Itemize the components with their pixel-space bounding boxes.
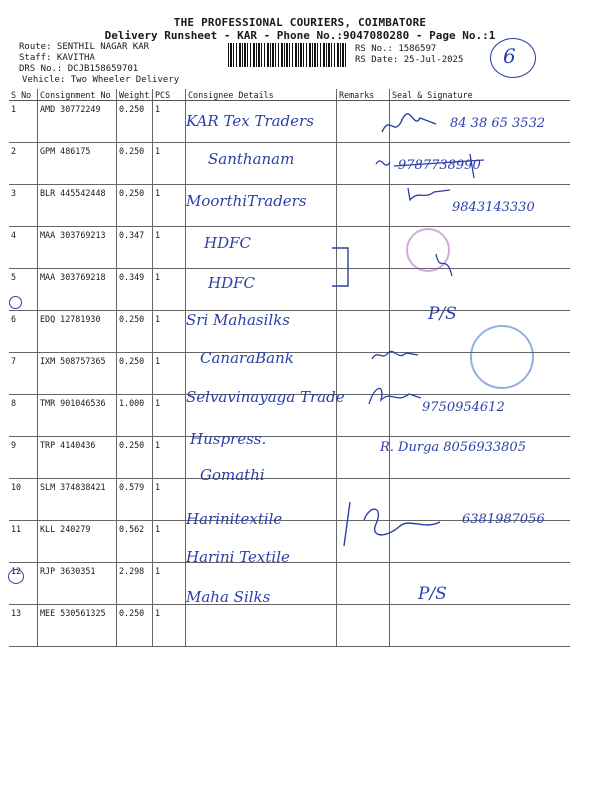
row-consignment-no: RJP 3630351 xyxy=(38,563,117,605)
col-consignment: Consignment No xyxy=(38,89,117,101)
row-pcs: 1 xyxy=(153,395,186,437)
col-sno: S No xyxy=(9,89,38,101)
runsheet-subtitle: Delivery Runsheet - KAR - Phone No.:9047080280 - Page No.:1 xyxy=(104,29,496,42)
row-consignment-no: MAA 303769213 xyxy=(38,227,117,269)
row-consignment-no: KLL 240279 xyxy=(38,521,117,563)
handwritten-seal-note: 9843143330 xyxy=(452,200,535,215)
col-seal: Seal & Signature xyxy=(390,89,571,101)
row-weight: 2.298 xyxy=(117,563,153,605)
row-seal-cell xyxy=(390,269,571,311)
row-sno: 10 xyxy=(9,479,38,521)
row-pcs: 1 xyxy=(153,605,186,647)
table-header-row xyxy=(9,89,570,101)
company-name: THE PROFESSIONAL COURIERS, COIMBATORE xyxy=(173,16,427,29)
row-sno: 3 xyxy=(9,185,38,227)
row-remarks-cell xyxy=(337,605,390,647)
row-pcs: 1 xyxy=(153,563,186,605)
signature-icon xyxy=(380,110,440,140)
row-sno: 8 xyxy=(9,395,38,437)
handwritten-consignee: HDFC xyxy=(208,274,255,292)
handwritten-consignee: Gomathi xyxy=(200,466,265,484)
row-weight: 0.250 xyxy=(117,185,153,227)
signature-icon xyxy=(404,184,454,204)
handwritten-seal-note: P/S xyxy=(428,304,457,324)
row-sno: 5 xyxy=(9,269,38,311)
barcode-icon xyxy=(228,43,346,67)
row-pcs: 1 xyxy=(153,101,186,143)
row-pcs: 1 xyxy=(153,311,186,353)
handwritten-consignee: Santhanam xyxy=(208,150,295,168)
handwritten-seal-note: R. Durga 8056933805 xyxy=(380,440,526,455)
row-weight: 0.250 xyxy=(117,437,153,479)
row-weight: 0.250 xyxy=(117,605,153,647)
row-pcs: 1 xyxy=(153,143,186,185)
row-weight: 0.250 xyxy=(117,311,153,353)
table-row xyxy=(9,227,570,269)
handwritten-consignee: KAR Tex Traders xyxy=(186,112,314,130)
table-row xyxy=(9,605,570,647)
row-weight: 0.250 xyxy=(117,101,153,143)
row-consignment-no: TRP 4140436 xyxy=(38,437,117,479)
row-consignment-no: IXM 508757365 xyxy=(38,353,117,395)
col-remarks: Remarks xyxy=(337,89,390,101)
handwritten-consignee: Sri Mahasilks xyxy=(186,311,290,329)
canara-bank-stamp-icon xyxy=(470,325,534,389)
row-sno: 11 xyxy=(9,521,38,563)
row-seal-cell xyxy=(390,605,571,647)
table-row xyxy=(9,563,570,605)
row-sno: 9 xyxy=(9,437,38,479)
row-6-circle xyxy=(9,296,22,309)
row-weight: 0.579 xyxy=(117,479,153,521)
row-weight: 0.347 xyxy=(117,227,153,269)
handwritten-consignee: Maha Silks xyxy=(186,588,271,606)
handwritten-consignee: CanaraBank xyxy=(200,349,294,367)
col-consignee: Consignee Details xyxy=(186,89,337,101)
row-pcs: 1 xyxy=(153,227,186,269)
row-pcs: 1 xyxy=(153,185,186,227)
bracket-icon xyxy=(328,244,358,290)
row-remarks-cell xyxy=(337,185,390,227)
row-consignment-no: SLM 374838421 xyxy=(38,479,117,521)
signature-icon xyxy=(432,250,456,280)
row-seal-cell xyxy=(390,563,571,605)
row-consignment-no: TMR 901046536 xyxy=(38,395,117,437)
handwritten-consignee: Harini Textile xyxy=(186,548,290,566)
signature-icon xyxy=(340,500,460,550)
row-pcs: 1 xyxy=(153,521,186,563)
row-weight: 0.349 xyxy=(117,269,153,311)
row-consignment-no: MEE 530561325 xyxy=(38,605,117,647)
row-consignment-no: GPM 486175 xyxy=(38,143,117,185)
rs-no-label: RS No.: 1586597 xyxy=(355,44,437,54)
handwritten-consignee: MoorthiTraders xyxy=(186,192,307,210)
row-weight: 0.250 xyxy=(117,143,153,185)
row-pcs: 1 xyxy=(153,353,186,395)
col-weight: Weight xyxy=(117,89,153,101)
col-pcs: PCS xyxy=(153,89,186,101)
row-sno: 13 xyxy=(9,605,38,647)
row-sno: 2 xyxy=(9,143,38,185)
handwritten-consignee: Huspress. xyxy=(190,430,267,448)
row-sno: 12 xyxy=(9,563,38,605)
page-mark: 6 xyxy=(503,44,516,68)
handwritten-seal-note: 9787738990 xyxy=(398,158,481,173)
handwritten-seal-note: 6381987056 xyxy=(462,512,545,527)
row-consignment-no: AMD 30772249 xyxy=(38,101,117,143)
table-row xyxy=(9,269,570,311)
row-sno: 1 xyxy=(9,101,38,143)
row-weight: 1.000 xyxy=(117,395,153,437)
row-consignee-cell xyxy=(186,605,337,647)
route-label: Route: SENTHIL NAGAR KAR xyxy=(19,42,150,52)
handwritten-seal-note: 9750954612 xyxy=(422,400,505,415)
vehicle-label: Vehicle: Two Wheeler Delivery xyxy=(22,75,180,85)
row-weight: 0.562 xyxy=(117,521,153,563)
row-remarks-cell xyxy=(337,563,390,605)
row-pcs: 1 xyxy=(153,269,186,311)
row-pcs: 1 xyxy=(153,437,186,479)
row-consignment-no: BLR 445542448 xyxy=(38,185,117,227)
rs-date-label: RS Date: 25-Jul-2025 xyxy=(355,55,464,65)
signature-icon xyxy=(370,345,420,365)
handwritten-consignee: Selvavinayaga Trade xyxy=(186,388,345,406)
row-pcs: 1 xyxy=(153,479,186,521)
row-sno: 6 xyxy=(9,311,38,353)
handwritten-seal-note: 84 38 65 3532 xyxy=(450,116,546,131)
staff-label: Staff: KAVITHA xyxy=(19,53,95,63)
handwritten-consignee: Harinitextile xyxy=(186,510,283,528)
row-consignment-no: MAA 303769218 xyxy=(38,269,117,311)
row-sno: 7 xyxy=(9,353,38,395)
row-13-circle xyxy=(8,569,24,584)
handwritten-consignee: HDFC xyxy=(204,234,251,252)
row-sno: 4 xyxy=(9,227,38,269)
row-weight: 0.250 xyxy=(117,353,153,395)
drs-label: DRS No.: DCJB158659701 xyxy=(19,64,139,74)
signature-icon xyxy=(365,380,425,410)
row-consignment-no: EDQ 12781930 xyxy=(38,311,117,353)
handwritten-seal-note: P/S xyxy=(418,584,447,604)
